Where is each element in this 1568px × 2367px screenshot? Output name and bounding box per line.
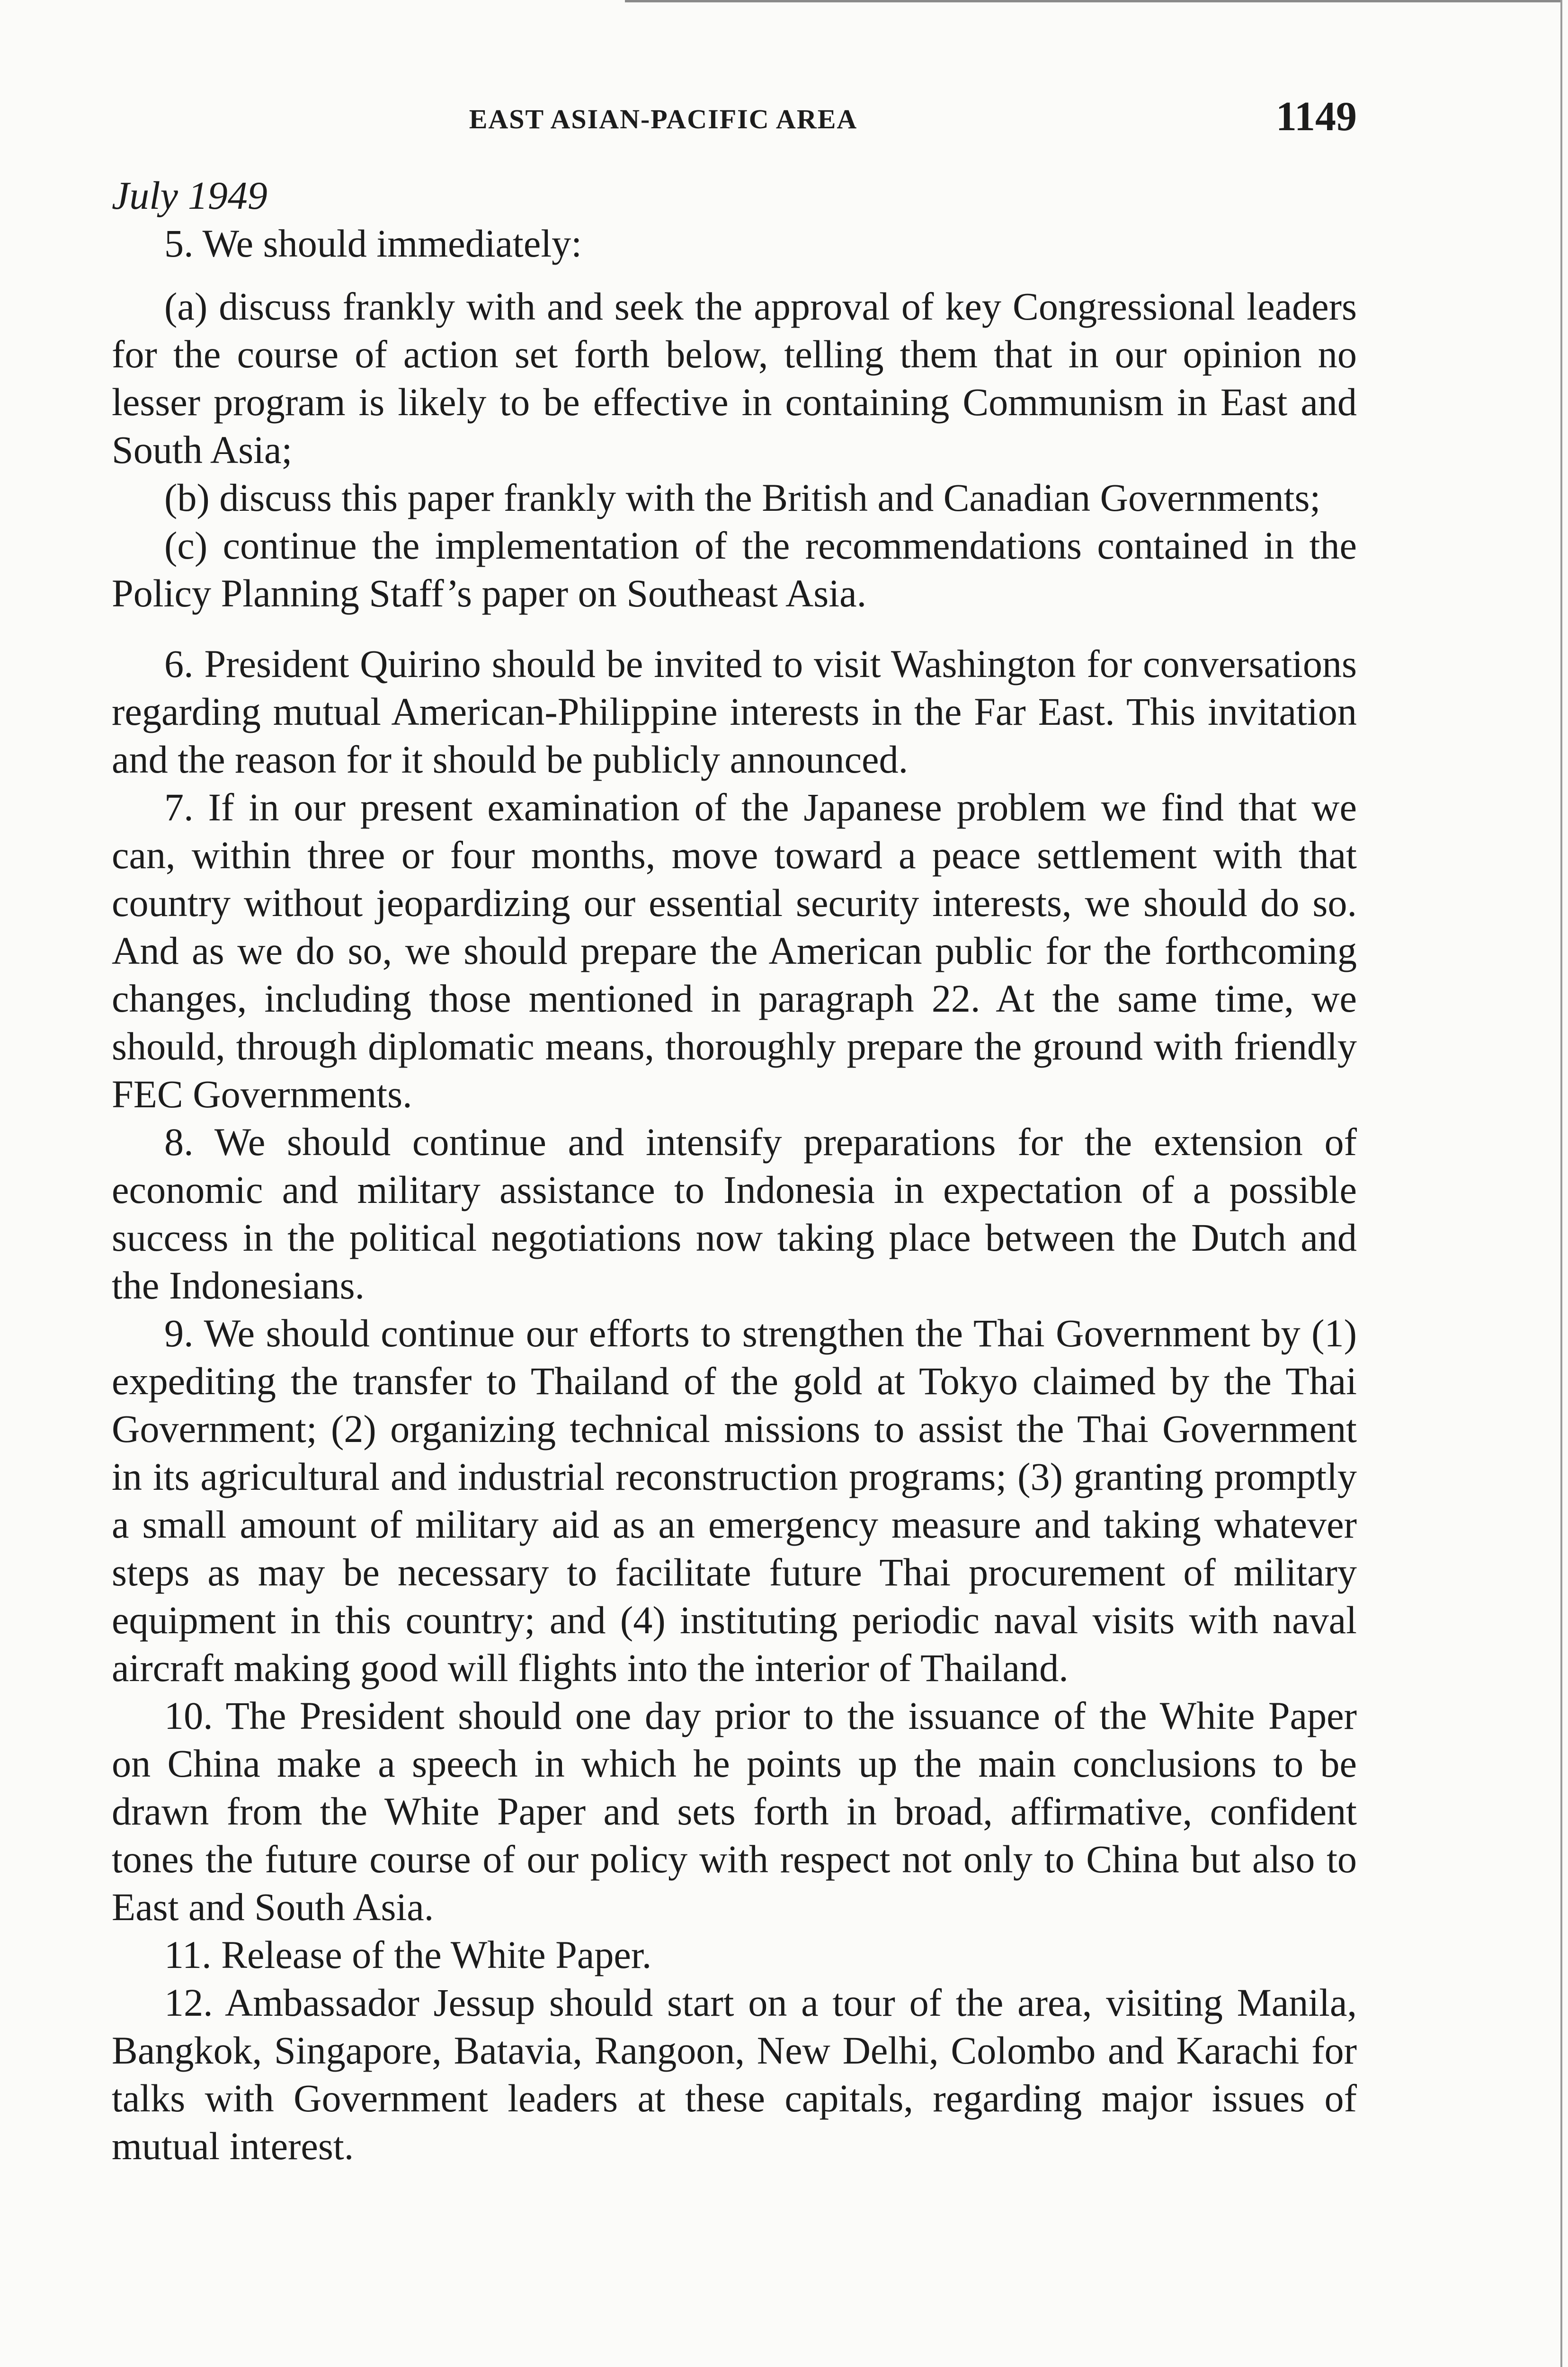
document-page <box>112 93 1357 2170</box>
page-edge-right-rule <box>1560 0 1562 2367</box>
paragraph-5b: (b) discuss this paper frankly with the British and Canadian Governments; <box>164 476 1321 519</box>
paragraph-5c: (c) continue the implementation of the recommendations contained in the Policy Planning Staff’s paper on Southeast Asia. <box>112 524 1357 615</box>
page-header <box>112 93 1357 154</box>
paragraph-6: 6. President Quirino should be invited to visit Washington for conversations regarding mutual American-Philippine interests in the Far East. This invitation and the reason for it should be publicly announced. <box>112 642 1357 781</box>
paragraph-5: 5. We should immediately: <box>164 222 582 265</box>
dateline: July 1949 <box>112 174 267 218</box>
page-edge-top-rule <box>625 0 1562 2</box>
paragraph-9: 9. We should continue our efforts to strengthen the Thai Government by (1) expediting the transfer to Thailand of the gold at Tokyo claimed by the Thai Government; (2) organizing technical missions to assist the Thai Government in its agricultural and industrial reconstruction programs; (3) granting promptly a small amount of military aid as an emergency measure and taking whatever steps as may be necessary to facilitate future Thai procurement of military equipment in this country; and (4) instituting periodic naval visits with naval aircraft making good will flights into the interior of Thailand. <box>112 1312 1357 1690</box>
page-number: 1149 <box>1275 94 1357 140</box>
paragraph-5a: (a) discuss frankly with and seek the approval of key Congressional leaders for the course of action set forth below, telling them that in our opinion no lesser program is likely to be effective in containing Communism in East and South Asia; <box>112 285 1357 472</box>
paragraph-8: 8. We should continue and intensify preparations for the extension of economic and military assistance to Indonesia in expectation of a possible success in the political negotiations now taking place between the Dutch and the Indonesians. <box>112 1121 1357 1307</box>
paragraph-10: 10. The President should one day prior to the issuance of the White Paper on China make a speech in which he points up the main conclusions to be drawn from the White Paper and sets forth in broad, affirmative, confident tones the future course of our policy with respect not only to China but also to East and South Asia. <box>112 1694 1357 1929</box>
paragraph-7: 7. If in our present examination of the Japanese problem we find that we can, within three or four months, move toward a peace settlement with that country without jeopardizing our essential security interests, we should do so. And as we do so, we should prepare the American public for the forthcoming changes, including those mentioned in paragraph 22. At the same time, we should, through diplomatic means, thoroughly prepare the ground with friendly FEC Governments. <box>112 786 1357 1116</box>
running-title: EAST ASIAN-PACIFIC AREA <box>469 104 858 134</box>
paragraph-11: 11. Release of the White Paper. <box>164 1933 652 1976</box>
paragraph-12: 12. Ambassador Jessup should start on a tour of the area, visiting Manila, Bangkok, Singapore, Batavia, Rangoon, New Delhi, Colombo and Karachi for talks with Government leaders at these capitals, regarding major issues of mutual interest. <box>112 1981 1357 2168</box>
